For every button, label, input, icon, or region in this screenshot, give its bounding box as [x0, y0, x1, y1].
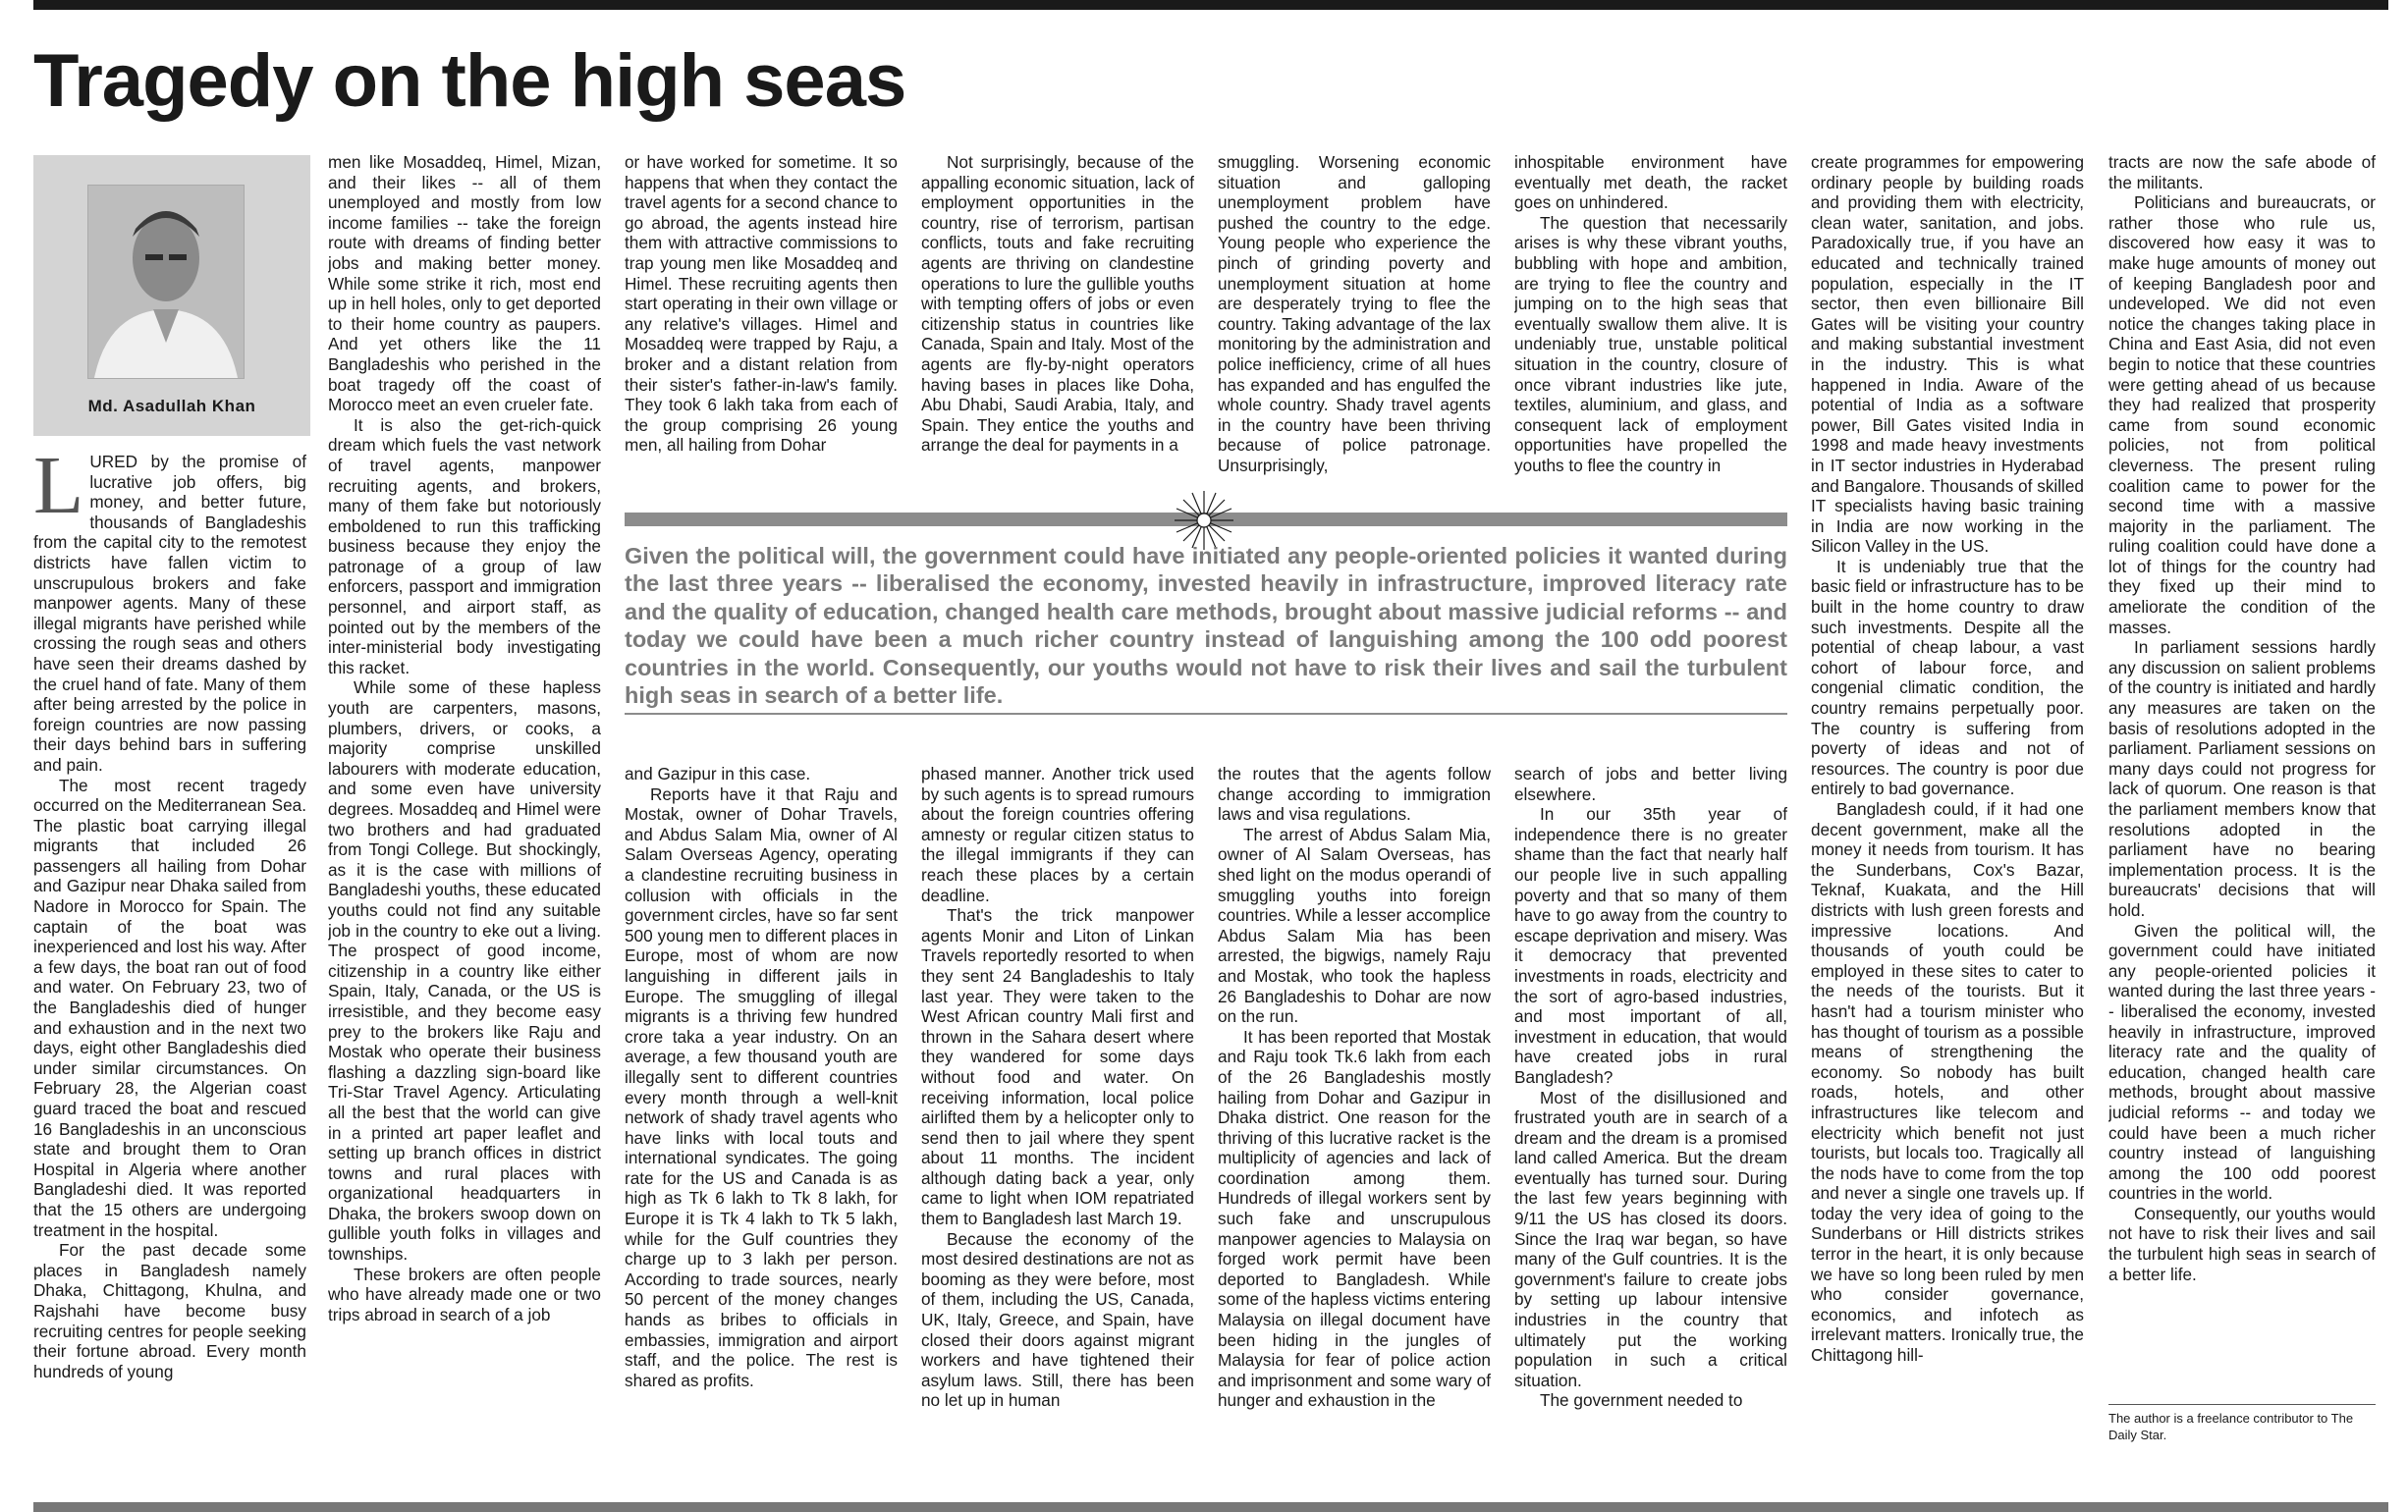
- paragraph: In our 35th year of independence there is no greater shame than the fact that nearly half our people live in such appalling poverty and that so many of them have to go away from the country to escape deprivation and misery. Was it democracy that prevented investments in roads, electricity and the sort of agro-based industries, and most important of all, investment in education, that would have created jobs in rural Bangladesh?: [1514, 804, 1787, 1087]
- paragraph: Given the political will, the government could have initiated any people-oriented policies it wanted during the last three years -- liberalised the economy, invested heavily in infrastructure, improved literacy rate and the quality of education, changed health care methods, brought about massive judicial reforms -- and today we could have been a much richer country instead of languishing among the 100 odd poorest countries in the world.: [2108, 920, 2376, 1204]
- paragraph: inhospitable environment have eventually met death, the racket goes on unhindered.: [1514, 152, 1787, 213]
- article-column-6-upper: [1514, 152, 1787, 506]
- author-photo-box: [33, 155, 310, 436]
- paragraph: The most recent tragedy occurred on the Mediterranean Sea. The plastic boat carrying illegal migrants that included 26 passengers all hailing from Dohar and Gazipur near Dhaka sailed from Nadore in Morocco for Spain. The captain of the boat was inexperienced and lost his way. After a few days, the boat ran out of food and water. On February 23, two of the Bangladeshis died of hunger and exhaustion and in the next two days, eight other Bangladeshis died under similar circumstances. On February 28, the Algerian coast guard traced the boat and rescued 16 Bangladeshis in an unconscious state and brought them to Oran Hospital in Algeria where another Bangladeshi died. It was reported that the 15 others are undergoing treatment in the hospital.: [33, 775, 306, 1240]
- paragraph: Politicians and bureaucrats, or rather those who rule us, discovered how easy it was to make huge amounts of money out of keeping Bangladesh poor and undeveloped. We did not even notice the changes taking place in China and East Asia, did not even begin to notice that these countries were getting ahead of us because they had realized that prosperity came from sound economic policies, not from political cleverness. The present ruling coalition came to power for the second time with a massive majority in the parliament. The ruling coalition could have done a lot of things for the country had they fixed up their mind to ameliorate the condition of the masses.: [2108, 192, 2376, 637]
- pull-quote-bottom-rule: [625, 713, 1787, 715]
- starburst-icon: [1175, 491, 1233, 550]
- author-photo: [87, 185, 245, 379]
- paragraph: It has been reported that Mostak and Raju took Tk.6 lakh from each of the 26 Bangladeshis mostly hailing from Dohar and Gazipur in Dhaka district. One reason for the thriving of this lucrative racket is the multiplicity of agencies and lack of coordination among them. Hundreds of illegal workers sent by such fake and unscrupulous manpower agencies to Malaysia on forged work permit have been deported to Bangladesh. While some of the hapless victims entering Malaysia on illegal document have been hiding in the jungles of Malaysia for fear of police action and imprisonment and some wary of hunger and exhaustion in the: [1218, 1026, 1491, 1411]
- headline: Tragedy on the high seas: [33, 39, 906, 123]
- paragraph: Reports have it that Raju and Mostak, owner of Dohar Travels, and Abdus Salam Mia, owner of Al Salam Overseas Agency, operating a clandestine recruiting business in collusion with officials in the government circles, have so far sent 500 young men to different places in Europe, most of whom are now languishing in different jails in Europe. The smuggling of illegal migrants is a thriving few hundred crore taka a year industry. On an average, a few thousand youth are illegally sent to different countries every month through a well-knit network of shady travel agents who have links with local touts and international syndicates. The going rate for the US and Canada is as high as Tk 6 lakh to Tk 8 lakh, for Europe it is Tk 4 lakh to Tk 5 lakh, while for the Gulf countries they charge up to 3 lakh per person. According to trade sources, nearly 50 percent of the money changes hands as bribes to officials in embassies, immigration and airport staff, and the police. The rest is shared as profits.: [625, 783, 898, 1390]
- article-column-8: [2108, 152, 2376, 1399]
- paragraph: search of jobs and better living elsewhere.: [1514, 764, 1787, 804]
- article-column-5-lower: [1218, 764, 1491, 1492]
- paragraph: While some of these hapless youth are carpenters, masons, plumbers, drivers, or cooks, a majority comprise unskilled labourers with moderate education, and some even have university degrees. Mosaddeq and Himel were two brothers and had graduated from Tongi College. But shockingly, as it is the case with millions of Bangladeshi youths, these educated youths could not find any suitable job in the country to eke out a living. The prospect of good income, citizenship in a country like either Spain, Italy, Canada, or the US is irresistible, and they become easy prey to the brokers like Raju and Mostak who operate their business flashing a dazzling sign-board like Tri-Star Travel Agency. Articulating all the best that the world can give in a printed art paper leaflet and setting up branch offices in district towns and rural places with organizational headquarters in Dhaka, the brokers swoop down on gullible youth folks in villages and townships.: [328, 677, 601, 1265]
- article-column-1: [33, 452, 306, 1492]
- article-column-3-upper: [625, 152, 898, 506]
- article-column-4-lower: [921, 764, 1194, 1492]
- paragraph: smuggling. Worsening economic situation and galloping unemployment problem have pushed the country to the edge. Young people who experience the pinch of grinding poverty and unemployment situation at home are desperately trying to flee the country. Taking advantage of the lax monitoring by the administration and police inefficiency, crime of all hues has expanded and has engulfed the whole country. Shady travel agents in the country have been thriving because of police patronage. Unsurprisingly,: [1218, 152, 1491, 475]
- paragraph: LURED by the promise of lucrative job offers, big money, and better future, thousands of Bangladeshis from the capital city to the remotest districts have fallen victim to unscrupulous brokers and fake manpower agents. Many of these illegal migrants have perished while crossing the rough seas and others have seen their dreams dashed by the cruel hand of fate. Many of them after being arrested by the police in foreign countries are now passing their days behind bars in suffering and pain.: [33, 452, 306, 775]
- paragraph: Because the economy of the most desired destinations are not as booming as they were before, most of them, including the US, Canada, UK, Italy, Greece, and Spain, have closed their doors against migrant workers and have tightened their asylum laws. Still, there has been no let up in human: [921, 1228, 1194, 1411]
- paragraph: These brokers are often people who have already made one or two trips abroad in search of a job: [328, 1264, 601, 1324]
- paragraph: It is undeniably true that the basic field or infrastructure has to be built in the home country to draw such investments. Despite all the potential of cheap labour, a vast cohort of labour force, and congenial climatic condition, the country remains perpetually poor. The country is suffering from poverty of ideas and not of resources. The country is poor due entirely to bad governance.: [1811, 556, 2084, 799]
- author-portrait-image: [88, 186, 244, 378]
- article-column-3-lower: [625, 764, 898, 1492]
- paragraph: The arrest of Abdus Salam Mia, owner of Al Salam Overseas, has shed light on the modus operandi of smuggling youths into foreign countries. While a lesser accomplice Abdus Salam Mia has been arrested, the bigwigs, namely Raju and Mostak, who took the hapless 26 Bangladeshis to Dohar are now on the run.: [1218, 824, 1491, 1027]
- paragraph: Not surprisingly, because of the appalling economic situation, lack of employment opportunities in the country, rise of terrorism, partisan conflicts, touts and fake recruiting agents are thriving on clandestine operations to lure the gullible youths with tempting offers of jobs or even citizenship status in countries like Canada, Spain and Italy. Most of the agents are fly-by-night operators having bases in places like Doha, Abu Dhabi, Saudi Arabia, Italy, and Spain. They entice the youths and arrange the deal for payments in a: [921, 152, 1194, 456]
- paragraph: Consequently, our youths would not have to risk their lives and sail the turbulent high seas in search of a better life.: [2108, 1203, 2376, 1284]
- paragraph: or have worked for sometime. It so happens that when they contact the travel agents for a second chance to go abroad, the agents instead hire them with attractive commissions to trap young men like Mosaddeq and Himel. These recruiting agents then start operating in their own village or any relative's villages. Himel and Mosaddeq were trapped by Raju, a broker and a distant relation from their sister's father-in-law's family. They took 6 lakh taka from each of the group comprising 26 young men, all hailing from Dohar: [625, 152, 898, 456]
- paragraph: For the past decade some places in Bangladesh namely Dhaka, Chittagong, Khulna, and Rajshahi have become busy recruiting centres for people seeking their fortune abroad. Every month hundreds of young: [33, 1240, 306, 1381]
- paragraph: In parliament sessions hardly any discussion on salient problems of the country is initiated and hardly any measures are taken on the basis of resolutions adopted in the parliament. Parliament sessions on many days could not progress for lack of quorum. One reason is that the parliament members know that resolutions adopted in the parliament have no bearing implementation process. It is the bureaucrats' decisions that will hold.: [2108, 637, 2376, 920]
- paragraph: The government needed to: [1540, 1390, 1743, 1411]
- author-credit: The author is a freelance contributor to The Daily Star.: [2108, 1411, 2354, 1442]
- paragraph: phased manner. Another trick used by such agents is to spread rumours about the foreign countries offering amnesty or regular citizen status to the illegal immigrants if they can reach these places by a certain deadline.: [921, 764, 1194, 905]
- bottom-rule: [33, 1502, 2388, 1512]
- article-column-6-lower: [1514, 764, 1787, 1492]
- drop-cap: L: [33, 452, 84, 531]
- paragraph: Bangladesh could, if it had one decent government, make all the money it needs from tourism. It has the Sunderbans, Cox's Bazar, Teknaf, Kuakata, and the Hill districts with lush green forests and impressive locations. And thousands of youth could be employed in these sites to cater to the needs of the tourists. But it hasn't had a tourism minister who has thought of tourism as a possible means of strengthening the economy. So nobody has built roads, hotels, and other infrastructures like telecom and electricity which benefit not just tourists, but locals too. Tragically all the nods have to come from the top and never a single one travels up. If today the very idea of going to the Sunderbans or Hill districts strikes terror in the heart, it is only because we have so long been ruled by men who consider governance, economics, and infotech as irrelevant matters. Ironically true, the Chittagong hill-: [1811, 799, 2084, 1366]
- paragraph: That's the trick manpower agents Monir and Liton of Linkan Travels reportedly resorted to when they sent 24 Bangladeshis to Italy last year. They were taken to the West African country Mali first and thrown in the Sahara desert where they wandered for some days without food and water. On receiving information, local police airlifted them by a helicopter only to send then to jail where they spent about 11 months. The incident although dating back a year, only came to light when IOM repatriated them to Bangladesh last March 19.: [921, 905, 1194, 1229]
- paragraph: men like Mosaddeq, Himel, Mizan, and their likes -- all of them unemployed and mostly from low income families -- take the foreign route with dreams of finding better jobs and making better money. While some strike it rich, most end up in hell holes, only to get deported to their home country as paupers. And yet others like the 11 Bangladeshis who perished in the boat tragedy off the coast of Morocco meet an even crueler fate.: [328, 152, 601, 415]
- author-byline: Md. Asadullah Khan: [87, 397, 256, 415]
- pull-quote: Given the political will, the government could have initiated any people-oriented policies it wanted during the last three years -- liberalised the economy, invested heavily in infrastructure, improved literacy rate and the quality of education, changed health care methods, brought about massive judicial reforms -- and today we could have been a much richer country instead of languishing among the 100 odd poorest countries in the world. Consequently, our youths would not have to risk their lives and sail the turbulent high seas in search of a better life.: [625, 543, 1787, 709]
- paragraph: the routes that the agents follow change according to immigration laws and visa regulations.: [1218, 764, 1491, 825]
- article-column-5-upper: [1218, 152, 1491, 506]
- paragraph: It is also the get-rich-quick dream which fuels the vast network of travel agents, manpower recruiting agents, and brokers, many of them fake but notoriously emboldened to run this trafficking business because they enjoy the patronage of a group of law enforcers, passport and immigration personnel, and airport staff, as pointed out by the members of the inter-ministerial body investigating this racket.: [328, 414, 601, 677]
- paragraph: Most of the disillusioned and frustrated youth are in search of a dream and the dream is a promised land called America. But the dream eventually has turned sour. During the last few years beginning with 9/11 the US has closed its doors. Since the Iraq war began, so have many of the Gulf countries. It is the government's failure to create jobs by setting up labour intensive industries in the country that ultimately put the working population in such a critical situation.: [1514, 1087, 1787, 1390]
- top-rule: [33, 0, 2388, 10]
- article-column-4-upper: [921, 152, 1194, 506]
- article-column-2: [328, 152, 601, 1492]
- credit-rule: [2108, 1404, 2376, 1405]
- paragraph: The question that necessarily arises is why these vibrant youths, bubbling with hope and ambition, are trying to flee the country and jumping on to the high seas that eventually swallow them alive. It is undeniably true, unstable political situation in the country, closure of once vibrant industries like jute, textiles, aluminium, and glass, and consequent lack of employment opportunities have propelled the youths to flee the country in: [1514, 212, 1787, 475]
- paragraph: and Gazipur in this case.: [625, 764, 811, 783]
- paragraph: tracts are now the safe abode of the militants.: [2108, 152, 2376, 192]
- paragraph: create programmes for empowering ordinary people by building roads and providing them with electricity, clean water, sanitation, and jobs. Paradoxically true, if you have an educated and technically trained population, especially in the IT sector, then even billionaire Bill Gates will be visiting your country and making substantial investment in the industry. This is what happened in India. Aware of the potential of India as a software power, Bill Gates visited India in 1998 and made heavy investments in IT sector industries in Hyderabad and Bangalore. Thousands of skilled IT specialists having basic training in India are now working in the Silicon Valley in the US.: [1811, 152, 2084, 557]
- article-column-7: [1811, 152, 2084, 1492]
